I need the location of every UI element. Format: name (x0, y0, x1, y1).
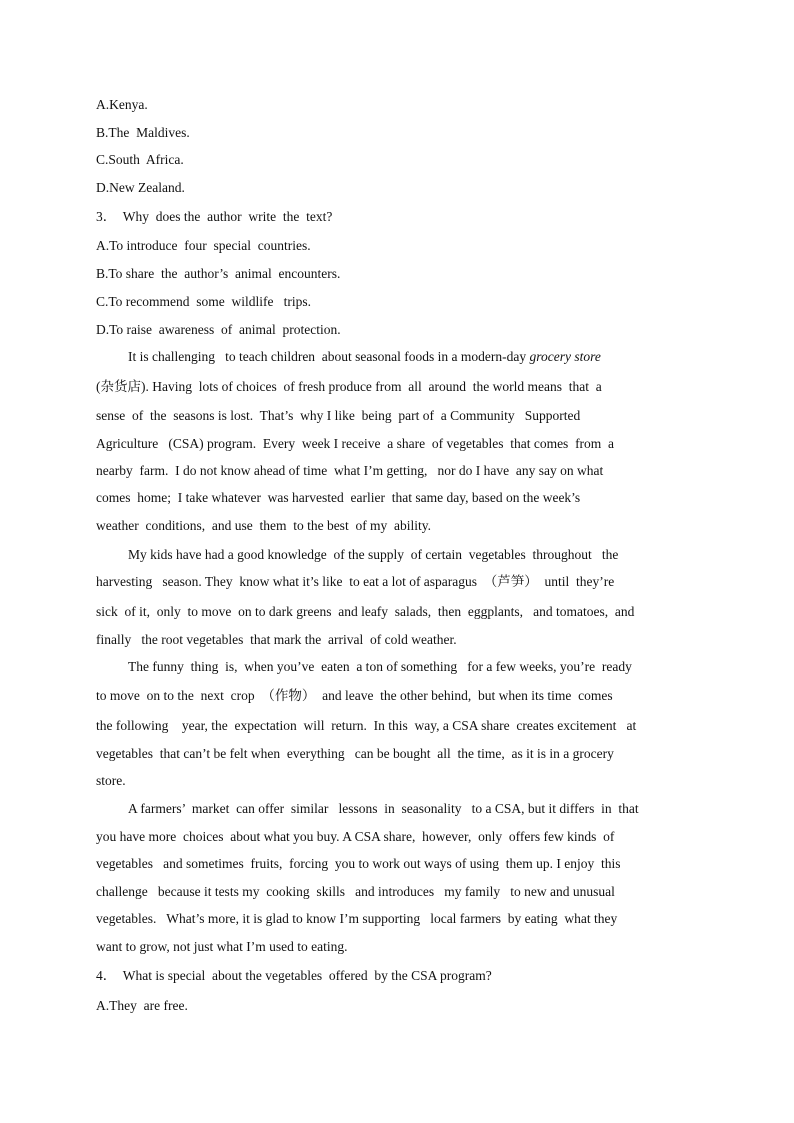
passage-p3-line-1: The funny thing is, when you’ve eaten a ton of something for a few weeks, you’re ready (128, 659, 632, 674)
passage-p3-line-2: to move on to the next crop （作物） and leave the other behind, but when its time comes (96, 688, 613, 703)
passage-p4-line-6: want to grow, not just what I’m used to eating. (96, 939, 348, 954)
passage-p3-line-4: vegetables that can’t be felt when everything can be bought all the time, as it is in a grocery (96, 746, 614, 761)
q2-option-c: C.South Africa. (96, 152, 184, 167)
passage-p4-line-4: challenge because it tests my cooking skills and introduces my family to new and unusual (96, 884, 615, 899)
passage-p4-line-2: you have more choices about what you buy. A CSA share, however, only offers few kinds of (96, 829, 615, 844)
passage-p1-line-1 (128, 348, 601, 366)
q3-option-b: B.To share the author’s animal encounters. (96, 266, 341, 281)
q4-option-a: A.They are free. (96, 998, 188, 1013)
passage-p4-line-3: vegetables and sometimes fruits, forcing you to work out ways of using them up. I enjoy this (96, 856, 621, 871)
passage-p1-line-4: Agriculture (CSA) program. Every week I receive a share of vegetables that comes from a (96, 436, 615, 451)
passage-p4-line-5: vegetables. What’s more, it is glad to know I’m supporting local farmers by eating what they (96, 911, 618, 926)
passage-p2-line-2: harvesting season. They know what it’s like to eat a lot of asparagus （芦笋） until they’re (96, 574, 615, 589)
passage-p3-line-3: the following year, the expectation will return. In this way, a CSA share creates excitement at (96, 718, 637, 733)
passage-p1-line-6: comes home; I take whatever was harvested earlier that same day, based on the week’s (96, 490, 581, 505)
q2-option-b: B.The Maldives. (96, 125, 190, 140)
q3-option-a: A.To introduce four special countries. (96, 238, 311, 253)
grocery-store-term: grocery store (529, 349, 601, 364)
passage-p1-line-1-text: It is challenging to teach children about seasonal foods in a modern-day (128, 349, 530, 364)
passage-p1-line-3: sense of the seasons is lost. That’s why I like being part of a Community Supported (96, 408, 581, 423)
q4-question: 4． What is special about the vegetables offered by the CSA program? (96, 968, 492, 983)
q2-option-d: D.New Zealand. (96, 180, 185, 195)
passage-p2-line-4: finally the root vegetables that mark the arrival of cold weather. (96, 632, 457, 647)
q3-question: 3． Why does the author write the text? (96, 209, 333, 224)
q3-option-d: D.To raise awareness of animal protection. (96, 322, 341, 337)
passage-p1-line-5: nearby farm. I do not know ahead of time what I’m getting, nor do I have any say on what (96, 463, 604, 478)
passage-p4-line-1: A farmers’ market can offer similar lessons in seasonality to a CSA, but it differs in that (128, 801, 639, 816)
passage-p2-line-3: sick of it, only to move on to dark greens and leafy salads, then eggplants, and tomatoes, and (96, 604, 635, 619)
passage-p1-line-7: weather conditions, and use them to the best of my ability. (96, 518, 432, 533)
q2-option-a: A.Kenya. (96, 97, 148, 112)
q3-option-c: C.To recommend some wildlife trips. (96, 294, 312, 309)
passage-p2-line-1: My kids have had a good knowledge of the supply of certain vegetables throughout the (128, 547, 619, 562)
passage-p3-line-5: store. (96, 773, 126, 788)
passage-p1-line-2: (杂货店). Having lots of choices of fresh produce from all around the world means that a (96, 379, 602, 394)
